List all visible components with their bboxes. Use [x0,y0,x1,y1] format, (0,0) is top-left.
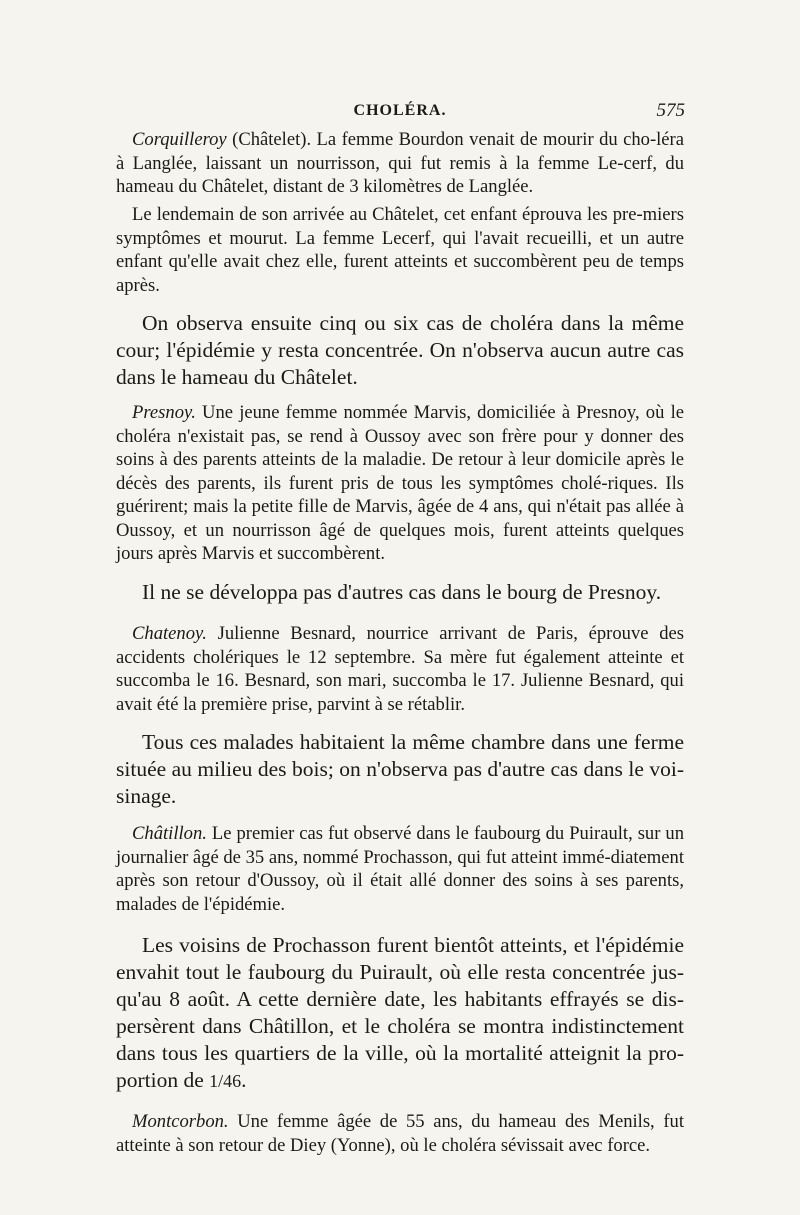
running-title: CHOLÉRA. [353,102,447,119]
page-header [115,96,685,126]
mortality-fraction: 1/46 [209,1071,242,1091]
place-name: Montcorbon. [132,1111,229,1132]
paragraph-text: Le lendemain de son arrivée au Châtelet, cet enfant éprouva les pre-miers symptômes et mourut. La femme Lecerf, qui l'avait recueilli, et un autre enfant qu'elle avait chez elle, furent atteints et succombèrent peu de temps après. [116,204,684,296]
place-name: Châtillon. [132,823,207,844]
place-name: Corquilleroy [132,129,227,150]
paragraph-lendemain [116,203,684,297]
paragraph-text: Tous ces malades habitaient la même chambre dans une ferme située au milieu des bois; on n'observa pas d'autre cas dans le voi-sinage. [116,730,684,808]
place-name: Chatenoy. [132,623,207,644]
paragraph-chambre [116,729,684,810]
paragraph-text: On observa ensuite cinq ou six cas de choléra dans la même cour; l'épidémie y resta concentrée. On n'observa aucun autre cas dans le hameau du Châtelet. [116,311,684,389]
paragraph-text: (Châtelet). La femme Bourdon venait de mourir du cho-léra à Langlée, laissant un nourrisson, qui fut remis à la femme Le-cerf, du hameau du Châtelet, distant de 3 kilomètres de Langlée. [116,129,684,197]
paragraph-montcorbon [116,1110,684,1157]
paragraph-text: Le premier cas fut observé dans le faubourg du Puirault, sur un journalier âgé de 35 ans, nommé Prochasson, qui fut atteint immé-diatement après son retour d'Oussoy, où il était allé donner des soins à ses parents, malades de l'épidémie. [116,823,684,915]
page-number: 575 [656,100,685,121]
paragraph-text: Une jeune femme nommée Marvis, domiciliée à Presnoy, où le choléra n'existait pas, se rend à Oussoy avec son frère pour y donner des soins à des parents atteints de la maladie. De retour à leur domicile après le décès des parents, ils furent pris de tous les symptômes cholé-riques. Ils guérirent; mais la petite fille de Marvis, âgée de 4 ans, qui n'était pas allée à Oussoy, et un nourrisson âgé de quelques mois, furent atteints quelques jours après Marvis et succombèrent. [116,402,684,564]
paragraph-text: Les voisins de Prochasson furent bientôt atteints, et l'épidémie envahit tout le faubourg du Puirault, où elle resta concentrée jus-qu'au 8 août. A cette dernière date, les habitants effrayés se dis-persèrent dans Châtillon, et le choléra se montra indistinctement dans tous les quartiers de la ville, où la mortalité atteignit la pro-portion de [116,933,684,1092]
place-name: Presnoy. [132,402,196,423]
paragraph-text: Julienne Besnard, nourrice arrivant de Paris, éprouve des accidents cholériques le 12 septembre. Sa mère fut également atteinte et succomba le 16. Besnard, son mari, succomba le 17. Julienne Besnard, qui avait été la première prise, parvint à se rétablir. [116,623,684,715]
paragraph-chatillon [116,822,684,916]
paragraph-text: Il ne se développa pas d'autres cas dans le bourg de Presnoy. [142,580,662,604]
paragraph-cour [116,310,684,391]
paragraph-voisins [116,932,684,1095]
paragraph-end: . [241,1068,247,1092]
paragraph-presnoy [116,401,684,566]
paragraph-chatenoy [116,622,684,716]
paragraph-text: Une femme âgée de 55 ans, du hameau des Menils, fut atteinte à son retour de Diey (Yonne), où le choléra sévissait avec force. [116,1111,684,1156]
paragraph-corquilleroy [116,128,684,199]
paragraph-bourg [116,579,684,606]
